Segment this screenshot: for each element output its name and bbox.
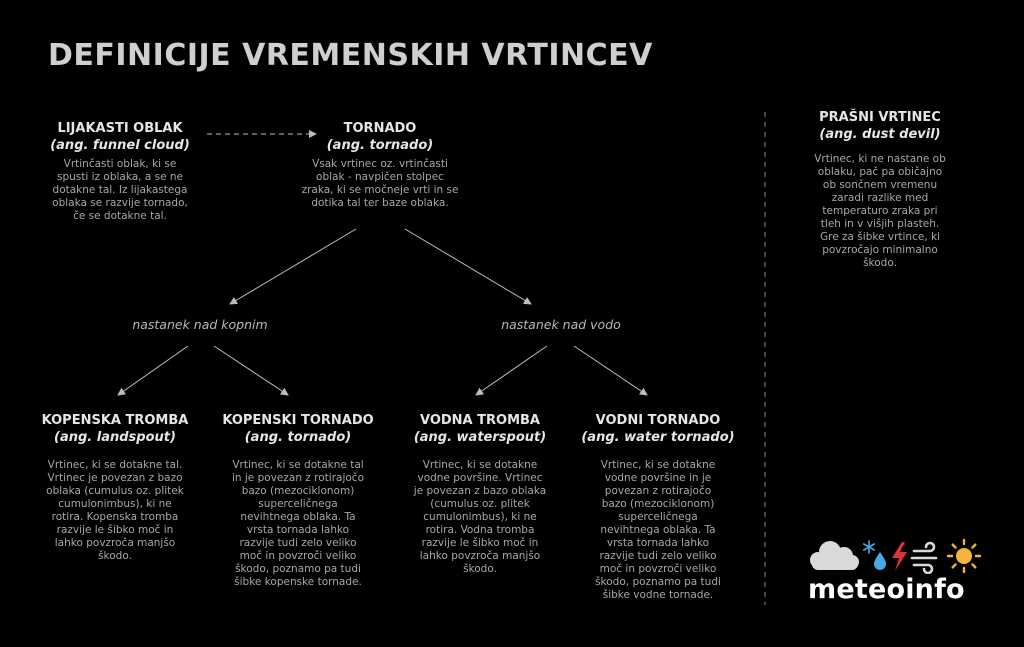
- land-to-land-tornado-arrow: [214, 346, 288, 395]
- logo-icons: [806, 538, 986, 574]
- land-tornado-name: KOPENSKI TORNADO: [222, 413, 374, 428]
- waterspout-description: Vrtinec, ki se dotakne vodne površine. Vrtinec je povezan z bazo oblaka (cumulus oz. plitek cumulonimbus), ki ne rotira. Vodna tromba razvije le šibko moč in lahko povzroča manjšo škodo.: [413, 459, 547, 575]
- dust-devil-name: PRAŠNI VRTINEC: [819, 110, 941, 125]
- dust-devil-description: Vrtinec, ki ne nastane ob oblaku, pač pa običajno ob sončnem vremenu zaradi razlike med temperaturo zraka pri tleh in v višjih plasteh. Gre za šibke vrtince, ki povzročajo minimalno škodo.: [814, 153, 946, 269]
- sun-icon: [948, 540, 980, 572]
- funnel-cloud-name: LIJAKASTI OBLAK: [57, 121, 183, 136]
- logo-wordmark: meteoinfo: [808, 574, 965, 605]
- wind-icon: [912, 543, 936, 573]
- water-tornado-english: (ang. water tornado): [581, 430, 735, 445]
- tornado-description: Vsak vrtinec oz. vrtinčasti oblak - navpičen stolpec zraka, ki se močneje vrti in se dotika tal ter baze oblaka.: [301, 158, 459, 209]
- tornado-name: TORNADO: [343, 121, 417, 136]
- node-water-tornado: [578, 413, 738, 602]
- tornado-to-land-arrow: [230, 229, 356, 304]
- node-landspout: [40, 413, 190, 563]
- node-land-tornado: [218, 413, 378, 589]
- waterspout-name: VODNA TROMBA: [420, 413, 540, 428]
- cloud-icon: [810, 541, 859, 570]
- water-to-water-tornado-arrow: [574, 346, 647, 395]
- funnel-cloud-description: Vrtinčasti oblak, ki se spusti iz oblaka, a se ne dotakne tal. Iz lijakastega oblaka se razvije tornado, če se dotakne tal.: [52, 158, 188, 222]
- water-tornado-name: VODNI TORNADO: [595, 413, 721, 428]
- water-tornado-description: Vrtinec, ki se dotakne vodne površine in je povezan z rotirajočo bazo (mezociklonom) superceličnega nevihtnega oblaka. Ta vrsta tornada lahko razvije tudi zelo veliko moč in povzroči veliko škodo, poznamo pa tudi šibke vodne tornade.: [595, 459, 721, 601]
- lightning-icon: [892, 542, 907, 571]
- branch-label-land: nastanek nad kopnim: [132, 317, 268, 332]
- node-dust-devil: [800, 110, 960, 270]
- land-tornado-description: Vrtinec, ki se dotakne tal in je povezan z rotirajočo bazo (mezociklonom) superceličnega nevihtnega oblaka. Ta vrsta tornada lahko razvije tudi zelo veliko moč in povzroči veliko škodo, poznamo pa tudi šibke kopenske tornade.: [231, 459, 364, 588]
- landspout-name: KOPENSKA TROMBA: [41, 413, 189, 428]
- node-tornado: [300, 121, 460, 210]
- landspout-description: Vrtinec, ki se dotakne tal. Vrtinec je povezan z bazo oblaka (cumulus oz. plitek cumulonimbus), ki ne rotira. Kopenska tromba razvije le šibko moč in lahko povzroča manjšo škodo.: [46, 459, 184, 562]
- snowflake-icon: [864, 541, 874, 553]
- waterspout-english: (ang. waterspout): [413, 430, 547, 445]
- water-to-waterspout-arrow: [476, 346, 547, 395]
- funnel-cloud-english: (ang. funnel cloud): [50, 138, 190, 153]
- node-waterspout: [405, 413, 555, 576]
- raindrop-icon: [874, 552, 886, 570]
- page-title: DEFINICIJE VREMENSKIH VRTINCEV: [48, 38, 653, 73]
- landspout-english: (ang. landspout): [54, 430, 176, 445]
- tornado-english: (ang. tornado): [326, 138, 434, 153]
- node-funnel-cloud: [45, 121, 195, 223]
- tornado-to-water-arrow: [405, 229, 531, 304]
- branch-label-water: nastanek nad vodo: [501, 317, 621, 332]
- land-to-landspout-arrow: [118, 346, 188, 395]
- land-tornado-english: (ang. tornado): [244, 430, 352, 445]
- dust-devil-english: (ang. dust devil): [819, 127, 941, 142]
